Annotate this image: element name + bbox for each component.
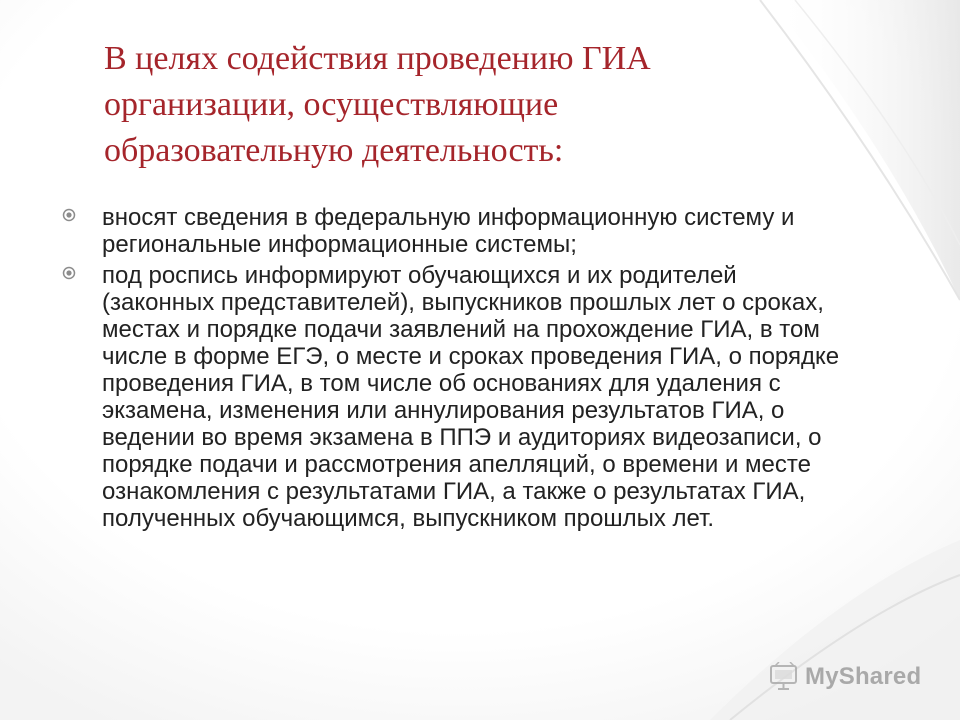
watermark-text: MyShared — [805, 663, 922, 690]
bullet-item — [62, 204, 842, 258]
slide-title-line: образовательную деятельность: — [104, 132, 564, 169]
slide-title-line: В целях содействия проведению ГИА — [104, 40, 651, 77]
bullet-item — [62, 262, 842, 532]
slide-title-line: организации, осуществляющие — [104, 86, 559, 123]
slide-title — [104, 36, 864, 174]
circled-dot-icon — [62, 266, 76, 280]
bullet-text: вносят сведения в федеральную информационную систему и региональные информационные системы; — [102, 204, 795, 258]
myshared-watermark — [768, 659, 921, 695]
presentation-screen-icon — [768, 662, 801, 692]
circled-dot-icon — [62, 208, 76, 222]
bullet-text: под роспись информируют обучающихся и их родителей (законных представителей), выпускников прошлых лет о сроках, местах и порядке подачи заявлений на прохождение ГИА, в том числе в форме ЕГЭ, о месте и сроках проведения ГИА, о порядке проведения ГИА, в том числе об основаниях для удаления с экзамена, изменения или аннулирования результатов ГИА, о ведении во время экзамена в ППЭ и аудиториях видеозаписи, о порядке подачи и рассмотрения апелляций, о времени и месте ознакомления с результатами ГИА, а также о результатах ГИА, полученных обучающимся, выпускником прошлых лет. — [102, 262, 840, 532]
bullet-list — [62, 204, 842, 536]
